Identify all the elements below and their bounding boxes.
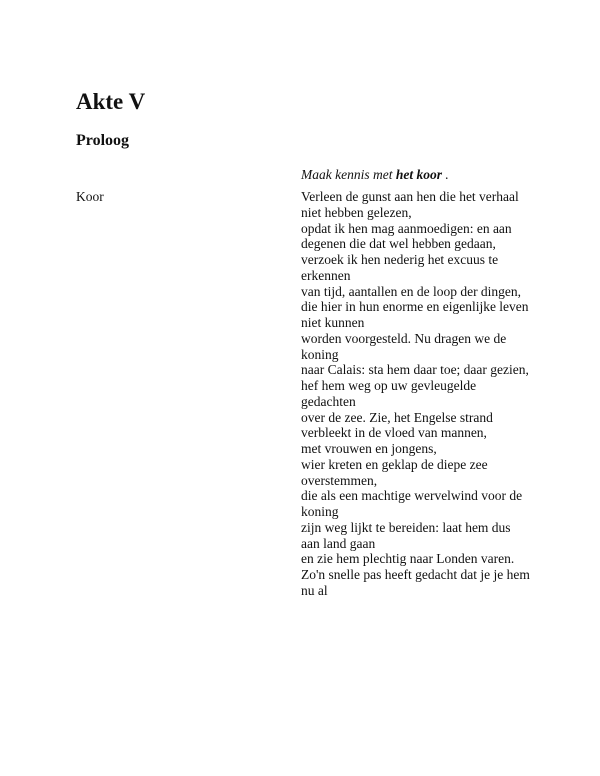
verse-line: Verleen de gunst aan hen die het verhaal niet hebben gelezen, [301,189,519,220]
stage-direction-prefix: Maak kennis met [301,167,396,182]
verse-line: met vrouwen en jongens, [301,441,437,456]
verse-line: die als een machtige wervelwind voor de koning [301,488,523,519]
verse-line: van tijd, aantallen en de loop der dingen, [301,283,522,299]
speaker-name: Koor [76,189,104,204]
verse-line: Zo'n snelle pas heeft gedacht dat je je hem nu al [301,567,530,598]
verse-line: die hier in hun enorme en eigenlijke leven niet kunnen [301,299,529,330]
stage-direction [301,167,449,183]
verse-line: verzoek ik hen nederig het excuus te erkennen [301,252,499,283]
verse-line: naar Calais: sta hem daar toe; daar gezien, [301,362,529,378]
stage-direction-suffix: . [441,167,449,182]
verse-line: verbleekt in de vloed van mannen, [301,425,487,441]
stage-direction-emphasis: het koor [395,167,442,182]
verse-line: en zie hem plechtig naar Londen varen. [301,551,515,567]
verse-line: worden voorgesteld. Nu dragen we de koning [301,330,507,362]
scene-title: Proloog [76,132,130,149]
verse-line: opdat ik hen mag aanmoedigen: en aan degenen die dat wel hebben gedaan, [301,220,512,252]
verse-line: hef hem weg op uw gevleugelde gedachten [301,378,477,409]
act-title: Akte V [76,89,146,114]
verse-line: zijn weg lijkt te bereiden: laat hem dus aan land gaan [301,519,511,551]
speech-text [301,189,531,599]
verse-line: over de zee. Zie, het Engelse strand [301,409,493,425]
verse-line: wier kreten en geklap de diepe zee overstemmen, [301,456,488,488]
